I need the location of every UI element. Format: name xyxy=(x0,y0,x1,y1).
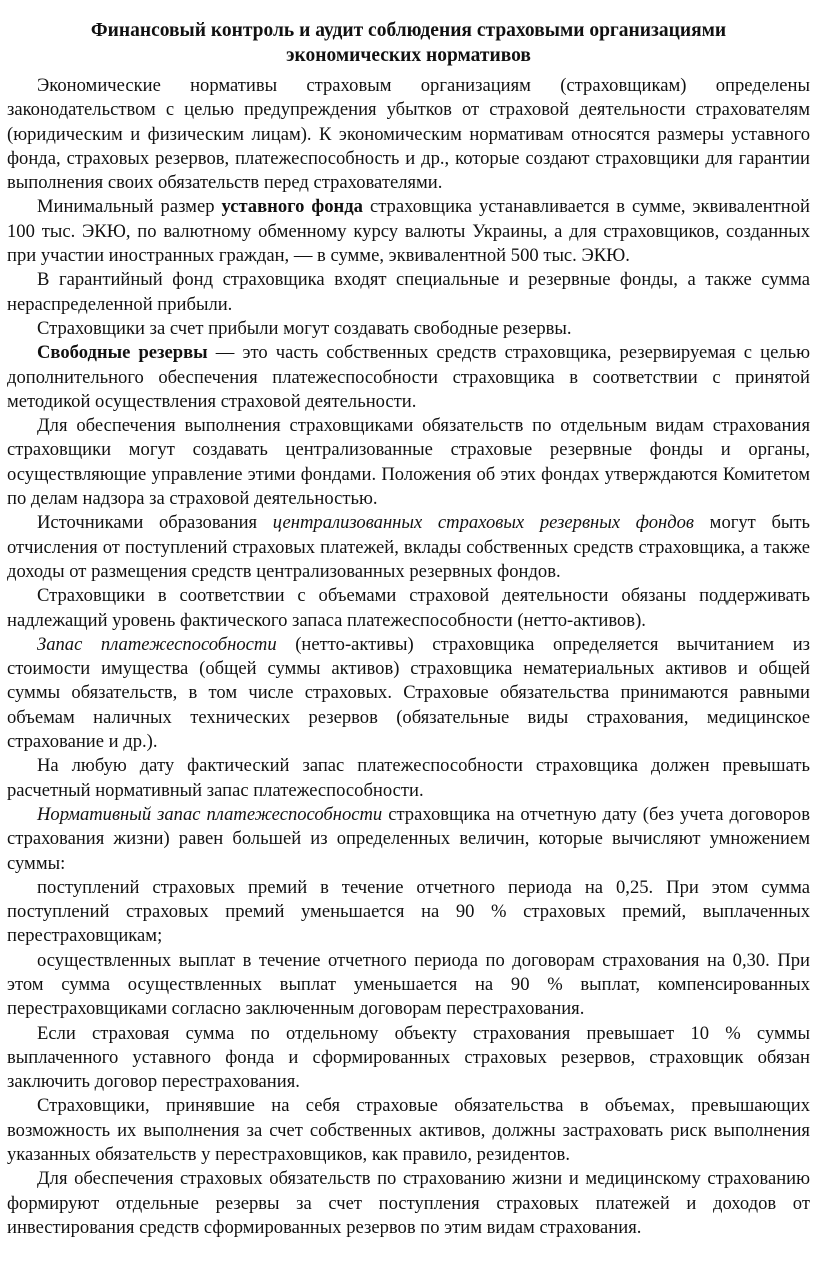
paragraph-centralized-funds: Для обеспечения выполнения страховщиками обязательств по отдельным видам страхования страховщики могут создавать централизованные страховые резервные фонды и органы, осуществляющие управление этими фондами. Положения об этих фондах утверждаются Комитетом по делам надзора за страховой деятельностью. xyxy=(7,415,810,510)
paragraph-economic-norms: Экономические нормативы страховым организациям (страховщикам) определены законодательством с целью предупреждения убытков от страховой деятельности страхователям (юридическим и физическим лицам). К экономическим нормативам относятся размеры уставного фонда, страховых резервов, платежеспособность и др., которые создают страховщики для гарантии выполнения своих обязательств перед страхователями. xyxy=(7,75,810,194)
paragraph-life-insurance-reserves: Для обеспечения страховых обязательств по страхованию жизни и медицинскому страхованию формируют отдельные резервы за счет поступления страховых платежей и доходов от инвестирования средств сформированных резервов по этим видам страхования. xyxy=(7,1168,810,1238)
paragraph-premiums: поступлений страховых премий в течение отчетного периода на 0,25. При этом сумма поступлений страховых премий уменьшается на 90 % страховых премий, выплаченных перестраховщикам; xyxy=(7,876,810,947)
paragraph-reinsurance-risk: Страховщики, принявшие на себя страховые обязательства в объемах, превышающих возможность их выполнения за счет собственных активов, должны застраховать риск выполнения указанных обязательств у перестраховщиков, как правило, резидентов. xyxy=(7,1095,810,1166)
term-centralized-funds: централизованных страховых резервных фондов xyxy=(272,512,695,534)
term-charter-fund: уставного фонда xyxy=(221,196,363,218)
text-run: страховщика на отчетную дату (без учета договоров страхования жизни) равен большей из определенных величин, которые вычисляют умножением суммы: xyxy=(7,803,810,874)
paragraph-solvency-level: Страховщики в соответствии с объемами страховой деятельности обязаны поддерживать надлежащий уровень фактического запаса платежеспособности (нетто-активов). xyxy=(7,585,810,631)
text-run: — это часть собственных средств страховщика, резервируемая с целью дополнительного обеспечения платежеспособности страховщика в соответствии с принятой методикой осуществления страховой деятельности. xyxy=(7,342,810,412)
text-run: страховщика устанавливается в сумме, эквивалентной 100 тыс. ЭКЮ, по валютному обменному курсу валюты Украины, а для страховщиков, созданных при участии иностранных граждан, — в сумме, эквивалентной 500 тыс. ЭКЮ. xyxy=(7,196,810,267)
term-normative-margin: Нормативный запас платежеспособности xyxy=(37,803,383,825)
term-solvency-margin: Запас платежеспособности xyxy=(37,633,277,655)
paragraph-payments: осуществленных выплат в течение отчетного периода по договорам страхования на 0,30. При этом сумма осуществленных выплат уменьшается на 90 % выплат, компенсированных перестраховщиками согласно заключенным договорам перестрахования. xyxy=(7,949,810,1020)
term-free-reserves: Свободные резервы xyxy=(37,342,208,364)
paragraph-fund-sources xyxy=(7,511,810,584)
document-title: Финансовый контроль и аудит соблюдения страховыми организациями экономических нормативов xyxy=(90,20,727,66)
text-run: могут быть отчисления от поступлений страховых платежей, вклады собственных средств страховщика, а также доходы от размещения средств централизованных резервных фондов. xyxy=(7,512,811,582)
paragraph-free-reserves-intro: Страховщики за счет прибыли могут создавать свободные резервы. xyxy=(37,317,572,339)
paragraph-charter-fund xyxy=(7,195,810,268)
text-run: Минимальный размер xyxy=(37,196,222,218)
paragraph-guarantee-fund: В гарантийный фонд страховщика входят специальные и резервные фонды, а также сумма нераспределенной прибыли. xyxy=(7,269,810,315)
paragraph-normative-margin xyxy=(7,803,810,876)
paragraph-solvency-margin xyxy=(7,633,810,754)
paragraph-reinsurance-threshold: Если страховая сумма по отдельному объекту страхования превышает 10 % суммы выплаченного уставного фонда и сформированных страховых резервов, страховщик обязан заключить договор перестрахования. xyxy=(7,1022,810,1093)
paragraph-actual-margin: На любую дату фактический запас платежеспособности страховщика должен превышать расчетный нормативный запас платежеспособности. xyxy=(7,755,810,801)
text-run: Источниками образования xyxy=(37,512,273,534)
text-run: (нетто-активы) страховщика определяется вычитанием из стоимости имущества (общей суммы активов) страховщика нематериальных активов и общей суммы обязательств, в том числе страховых. Страховые обязательства принимаются равными объемам наличных технических резервов (обязательные виды страхования, медицинское страхование и др.). xyxy=(7,633,810,753)
paragraph-free-reserves xyxy=(7,341,810,414)
